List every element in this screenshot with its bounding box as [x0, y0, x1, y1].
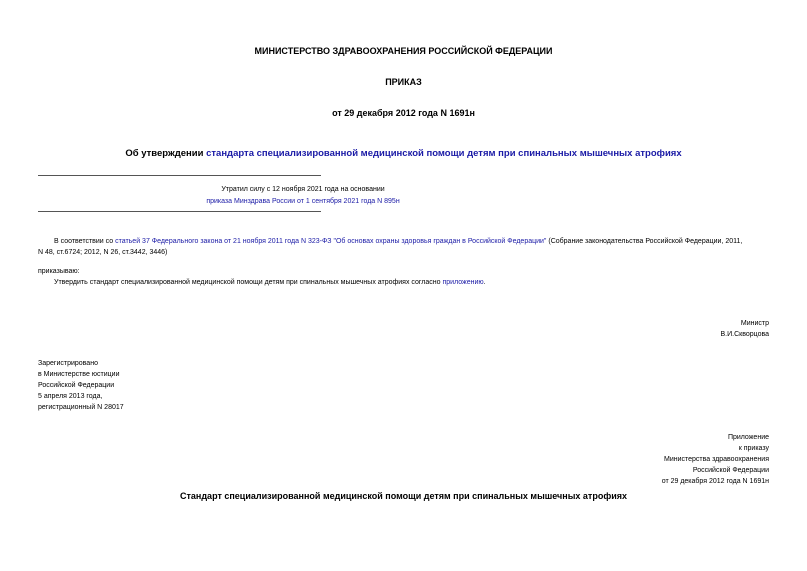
appendix-line: Приложение [727, 434, 769, 441]
registration-block [38, 358, 124, 413]
appendix-line: Российской Федерации [692, 467, 769, 474]
preamble-citation: (Собрание законодательства Российской Федерации, 2011, [546, 238, 743, 245]
registration-line: 5 апреля 2013 года, [38, 393, 103, 400]
registration-line: в Министерстве юстиции [38, 371, 120, 378]
federal-law-link[interactable]: статьей 37 Федерального закона от 21 ноября 2011 года N 323-ФЗ "Об основах охраны здоровья граждан в Российской Федерации" [115, 238, 547, 245]
repeal-notice-link[interactable]: приказа Минздрава России от 1 сентября 2021 года N 895н [206, 198, 400, 205]
repeal-notice-text: Утратил силу с 12 ноября 2021 года на основании [221, 186, 385, 193]
preamble-line-2: N 48, ст.6724; 2012, N 26, ст.3442, 3446) [38, 249, 168, 256]
registration-line: Зарегистрировано [38, 360, 98, 367]
bottom-divider [38, 211, 321, 212]
order-word: приказываю: [38, 268, 80, 275]
order-title-link[interactable]: стандарта специализированной медицинской помощи детям при спинальных мышечных атрофиях [206, 148, 682, 159]
appendix-line: Министерства здравоохранения [664, 456, 769, 463]
appendix-link[interactable]: приложению [442, 279, 484, 286]
registration-line: Российской Федерации [38, 382, 115, 389]
appendix-line: от 29 декабря 2012 года N 1691н [661, 478, 769, 485]
standard-title: Стандарт специализированной медицинской помощи детям при спинальных мышечных атрофиях [180, 491, 627, 501]
registration-line: регистрационный N 28017 [38, 404, 124, 411]
order-paragraph [54, 277, 486, 288]
order-title [0, 148, 807, 159]
appendix-line: к приказу [738, 445, 769, 452]
signature-position: Министр [740, 320, 769, 327]
order-paragraph-text: Утвердить стандарт специализированной медицинской помощи детям при спинальных мышечных атрофиях согласно [54, 279, 443, 286]
preamble-text: В соответствии со [54, 238, 116, 245]
preamble-line-1 [54, 236, 774, 247]
appendix-block [662, 432, 769, 487]
doc-type-heading: ПРИКАЗ [385, 77, 422, 87]
signature-name: В.И.Скворцова [720, 331, 769, 338]
ministry-heading: МИНИСТЕРСТВО ЗДРАВООХРАНЕНИЯ РОССИЙСКОЙ ФЕДЕРАЦИИ [254, 46, 553, 56]
order-paragraph-end: . [483, 279, 486, 286]
order-title-prefix: Об утверждении [125, 148, 207, 159]
order-date-number: от 29 декабря 2012 года N 1691н [332, 108, 475, 118]
top-divider [38, 175, 321, 176]
